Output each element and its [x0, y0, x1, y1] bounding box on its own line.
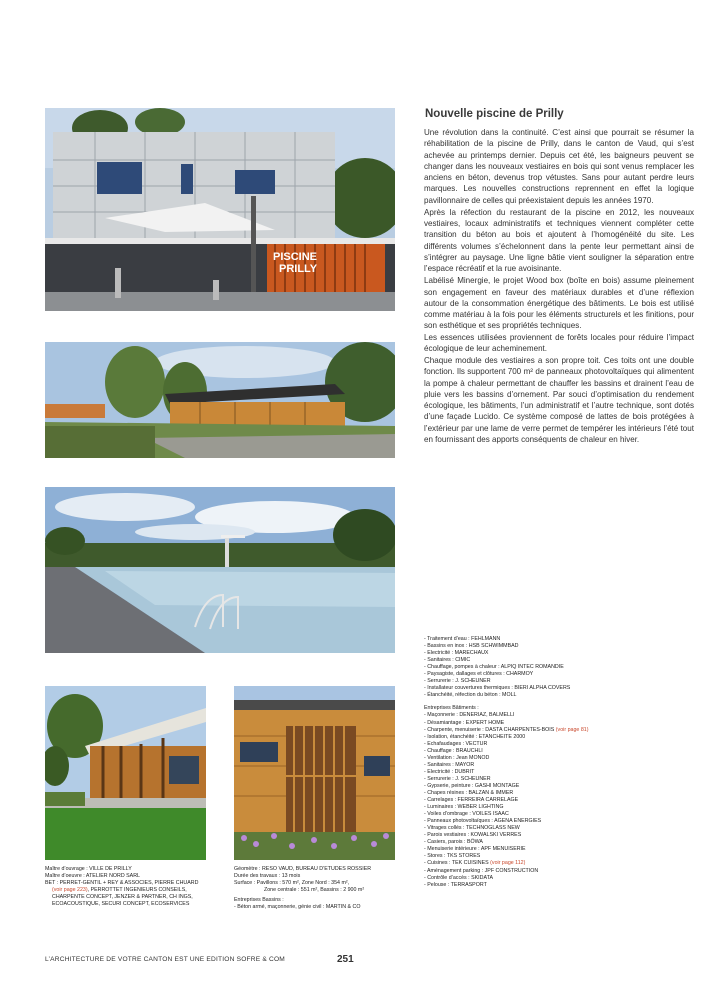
credit-line: - Chauffage : BRAUCHLI — [424, 747, 483, 754]
page-reference-link[interactable]: (voir page 223) — [52, 887, 88, 894]
article-title: Nouvelle piscine de Prilly — [425, 108, 564, 120]
page-reference-link[interactable]: (voir page 81) — [555, 726, 589, 733]
article-paragraph: Chaque module des vestiaires a son propre toit. Ces toits ont une double fonction. Ils supportent 700 m² de panneaux photovoltaïques qui alimentent la pompe à chaleur permettant de chauffer les bassins et drainent l’eau de pluie vers les bassins d’ornement. Par souci d’optimisation du rendement écologique, les bâtiments, l’un administratif et l’autre technique, sont dotés d’une façade Lucido. Ce système composé de lattes de bois protégées à l’extérieur par une lame de verre permet de tempérer les intérieurs l’été tout en fournissant des apports conséquents de chaleur en hiver. — [424, 356, 694, 444]
credit-line: Géomètre : RESO VAUD, BUREAU D’ETUDES ROSSIER — [234, 866, 372, 872]
sign-line-2: PRILLY — [279, 263, 318, 275]
credit-line: ECOACOUSTIQUE, SECURI CONCEPT, ECOSERVICES — [52, 901, 190, 908]
photo-building-entrance — [45, 108, 395, 311]
credit-line: - Isolation, étanchéité : ETANCHEITE 2000 — [424, 733, 526, 740]
credit-line: - Chauffage, pompes à chaleur : ALPIQ INTEC ROMANDIE — [424, 664, 564, 671]
credit-line: - Parois vestiaires : KOWALSKI VERRES — [424, 832, 522, 839]
credit-line: - Ventilation : Jean MONOD — [424, 754, 490, 761]
credit-line: - Luminaires : WEBER LIGHTING — [424, 804, 504, 811]
credit-line: BET : PERRET-GENTIL + REY & ASSOCIES, PIERRE CHUARD — [45, 880, 199, 887]
credits-left — [45, 866, 230, 908]
credit-line: - Echafaudages : VECTUR — [424, 740, 488, 747]
credit-line: - Electricité : MARECHAUX — [424, 650, 489, 657]
credit-line: Zone centrale : 551 m², Bassins : 2 900 m² — [264, 887, 365, 894]
article-body — [424, 127, 694, 446]
credit-line: - Traitement d’eau : FEHLMANN — [424, 636, 501, 642]
credit-line: - Contrôle d’accès : SKIDATA — [424, 874, 493, 881]
credit-text: , PERROTTET INGENIEURS CONSEILS, — [87, 887, 187, 894]
credit-line: - Serrurerie : J. SCHEUNER — [424, 775, 491, 782]
credit-line: - Bassins en inox : HSB SCHWIMMBAD — [424, 643, 519, 650]
credit-line: - Maçonnerie : DENERIAZ, BALMELLI — [424, 712, 515, 719]
credit-line: - Carrelages : FERREIRA CARRELAGE — [424, 797, 519, 804]
photo-pavilion-landscape — [45, 342, 395, 458]
credit-line — [424, 727, 699, 734]
credit-line: Entreprises Bassins : — [234, 897, 284, 904]
credit-line: Maître d’oeuvre : ATELIER NORD SARL — [45, 873, 140, 880]
credit-line: - Panneaux photovoltaïques : AGENA ENERGIES — [424, 818, 542, 825]
credit-line: - Désamiantage : EXPERT HOME — [424, 719, 505, 726]
page-reference-link[interactable]: (voir page 112) — [490, 860, 526, 867]
photo-swimming-pool — [45, 487, 395, 653]
photo-pavilion-lawn — [45, 686, 206, 860]
credit-line — [424, 860, 699, 867]
credit-line — [45, 887, 230, 894]
credit-line: - Aménagement parking : JPF CONSTRUCTION — [424, 867, 539, 874]
credit-line: - Pelouse : TERRASPORT — [424, 881, 487, 888]
credit-line: - Béton armé, maçonnerie, génie civil : MARTIN & CO — [234, 904, 361, 911]
credits-right — [424, 636, 699, 889]
photo-wooden-facade — [234, 686, 395, 860]
article-paragraph: Labélisé Minergie, le projet Wood box (boîte en bois) assume pleinement son engagement en faveur des matériaux durables et d’une réflexion autour de la consommation énergétique des bâtiments. Le bois est utilisé comme matériau à la fois pour les éléments structurels et les finitions, pour son esthétique et ses propriétés techniques. — [424, 276, 694, 331]
credit-line: - Voiles d’ombrage : VOILES ISAAC — [424, 811, 509, 818]
article-paragraph: Les essences utilisées proviennent de forêts locales pour réduire l’impact écologique de leur acheminement. — [424, 332, 694, 353]
credit-line: - Menuiserie intérieure : APF MENUISERIE — [424, 846, 526, 853]
credit-text: - Cuisines : TEK CUISINES — [424, 860, 489, 867]
credit-line: - Sanitaires : CIMIC — [424, 657, 471, 664]
article-paragraph: Après la réfection du restaurant de la piscine en 2012, les nouveaux vestiaires, locaux administratifs et techniques viennent compléter cette transition du béton au bois et ajoutent à l’homogénéité du site. Les différents volumes s’échelonnent dans la pente leur permettant ainsi de s’intégrer au paysage. Une ligne bâtie vient souligner la séparation entre l’espace récréatif et la rue avoisinante. — [424, 207, 694, 273]
sign-line-1: PISCINE — [273, 251, 318, 263]
credit-line: - Sanitaires : MAYOR — [424, 761, 475, 768]
credit-line: Maître d’ouvrage : VILLE DE PRILLY — [45, 866, 132, 872]
credit-line: - Chapes résines : BALZAN & IMMER — [424, 789, 514, 796]
credit-line: - Electricité : DUBRIT — [424, 768, 475, 775]
credit-line: - Étanchéité, réfection du béton : MOLL — [424, 692, 517, 699]
credit-line: Surface : Pavillons : 570 m², Zone Nord : 354 m², — [234, 880, 350, 887]
credits-middle — [234, 866, 414, 911]
article-paragraph: Une révolution dans la continuité. C’est ainsi que pourrait se résumer la réhabilitation de la piscine de Prilly, dans le canton de Vaud, qui s’est achevée au printemps dernier. Depuis cet été, les baigneurs peuvent se changer dans les nouveaux vestiaires en bois qui sont venus remplacer les anciens en béton, devenus trop vétustes. Sans pour autant perdre leurs marques. Les nouvelles constructions reprennent en effet la logique pavillonnaire de celles qui préexistaient depuis les années 1970. — [424, 128, 694, 205]
credit-line: - Paysagiste, dallages et clôtures : CHARMOY — [424, 671, 534, 678]
credit-line: CHARPENTE CONCEPT, JENZER & PARTNER, CH INGS, — [52, 894, 193, 901]
credit-line: - Casiers, parois : BÖWA — [424, 839, 483, 846]
credit-line: - Vitrages collés : TECHNOGLASS NEW — [424, 825, 520, 832]
credit-line: - Gypserie, peinture : GASHI MONTAGE — [424, 782, 520, 789]
credits-heading: Entreprises Bâtiments : — [424, 705, 479, 712]
sign-text — [273, 251, 363, 275]
credit-line: - Stores : TKS STORES — [424, 853, 481, 860]
credit-line: - Installateur couvertures thermiques : BIERI ALPHA COVERS — [424, 685, 571, 692]
credit-line: - Serrurerie : J. SCHEUNER — [424, 678, 491, 685]
credit-text: - Charpente, menuiserie : DASTA CHARPENTES-BOIS — [424, 726, 555, 733]
footer-publisher: L’ARCHITECTURE DE VOTRE CANTON EST UNE EDITION SOFRE & COM — [45, 956, 285, 963]
credit-line: Durée des travaux : 13 mois — [234, 873, 301, 880]
page-number: 251 — [337, 954, 354, 965]
